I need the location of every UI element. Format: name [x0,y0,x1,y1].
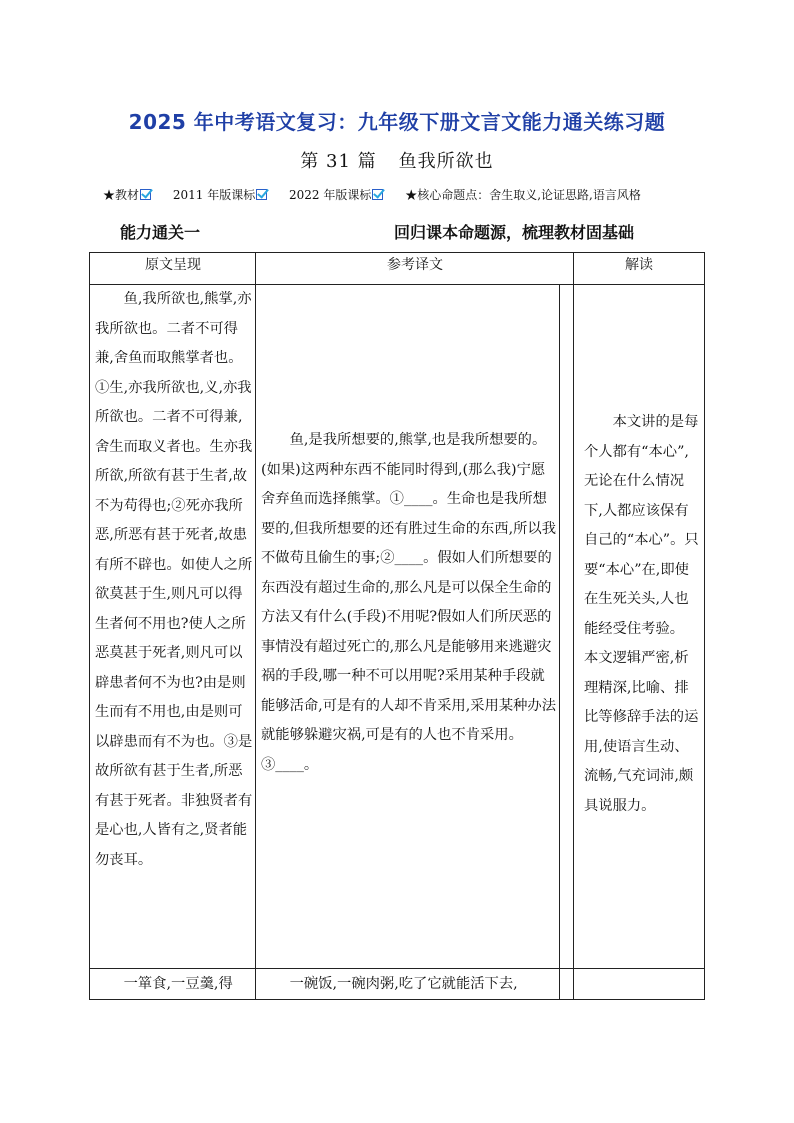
interpretation-cell [584,408,700,821]
header-original: 原文呈现 [145,257,201,273]
article-number: 第 31 篇 [300,151,377,172]
table-col-divider-1 [255,252,256,1000]
header-translation: 参考译文 [387,257,443,273]
table-border-top [89,252,705,253]
original-text-cell [95,285,255,875]
translation-cell-row2 [261,970,557,1000]
tags-row [103,186,723,203]
tag-standard-2022: 2022 年版课标 [289,186,383,203]
table-border-right [704,252,705,1000]
original-text: 鱼,我所欲也,熊掌,亦我所欲也。二者不可得兼,舍鱼而取熊掌者也。①生,亦我所欲也,义,亦我所欲也。二者不可得兼,舍生而取义者也。生亦我所欲,所欲有甚于生者,故不为苟得也;②死亦我所恶,所恶有甚于死者,故患有所不辟也。如使人之所欲莫甚于生,则凡可以得生者何不用也?使人之所恶莫甚于死者,则凡可以辟患者何不为也?由是则生而有不用也,由是则可以辟患而有不为也。③是故所欲有甚于生者,所恶有甚于死者。非独贤者有是心也,人皆有之,贤者能勿丧耳。 [95,291,253,868]
translation-text: 鱼,是我所想要的,熊掌,也是我所想要的。(如果)这两种东西不能同时得到,(那么我)宁愿舍弃鱼而选择熊掌。①____。生命也是我所想要的,但我所想要的还有胜过生命的东西,所以我不做苟且偷生的事;②____。假如人们所想要的东西没有超过生命的,那么凡是可以保全生命的方法又有什么(手段)不用呢?假如人们所厌恶的事情没有超过死亡的,那么凡是能够用来逃避灾祸的手段,哪一种不可以用呢?采用某种手段就能够活命,可是有的人却不肯采用,采用某种办法就能够躲避灾祸,可是有的人也不肯采用。③____。 [261,432,557,773]
section-label: 能力通关一 [120,223,201,242]
translation-text-row2: 一碗饭,一碗肉粥,吃了它就能活下去, [289,976,518,992]
translation-cell [261,426,557,780]
table-col-divider-3 [573,252,574,1000]
article-subtitle [0,147,794,173]
table-col-divider-2 [559,284,560,1000]
checkbox-checked-icon [140,189,151,200]
section-heading [120,220,680,243]
header-interpretation: 解读 [625,257,653,273]
original-text-cell-row2 [95,970,255,1000]
article-name: 鱼我所欲也 [398,151,494,172]
interpretation-text-2: 本文逻辑严密,析理精深,比喻、排比等修辞手法的运用,使语言生动、流畅,气充词沛,颇具说服力。 [584,650,699,814]
document-title: 2025 年中考语文复习：九年级下册文言文能力通关练习题 [128,110,666,134]
interpretation-text-1: 本文讲的是每个人都有“本心”,无论在什么情况下,人都应该保有自己的“本心”。只要“本心”在,即使在生死关头,人也能经受住考验。 [584,414,699,637]
original-text-row2: 一箪食,一豆羹,得 [123,976,233,992]
tag-textbook: ★教材 [103,186,151,203]
section-description: 回归课本命题源，梳理教材固基础 [394,223,635,242]
table-border-left [89,252,90,1000]
tag-standard-2011: 2011 年版课标 [173,186,267,203]
checkbox-checked-icon [372,189,383,200]
tag-core-points: ★核心命题点：舍生取义,论证思路,语言风格 [405,188,641,202]
checkbox-checked-icon [256,189,267,200]
table-row-divider [89,968,705,969]
